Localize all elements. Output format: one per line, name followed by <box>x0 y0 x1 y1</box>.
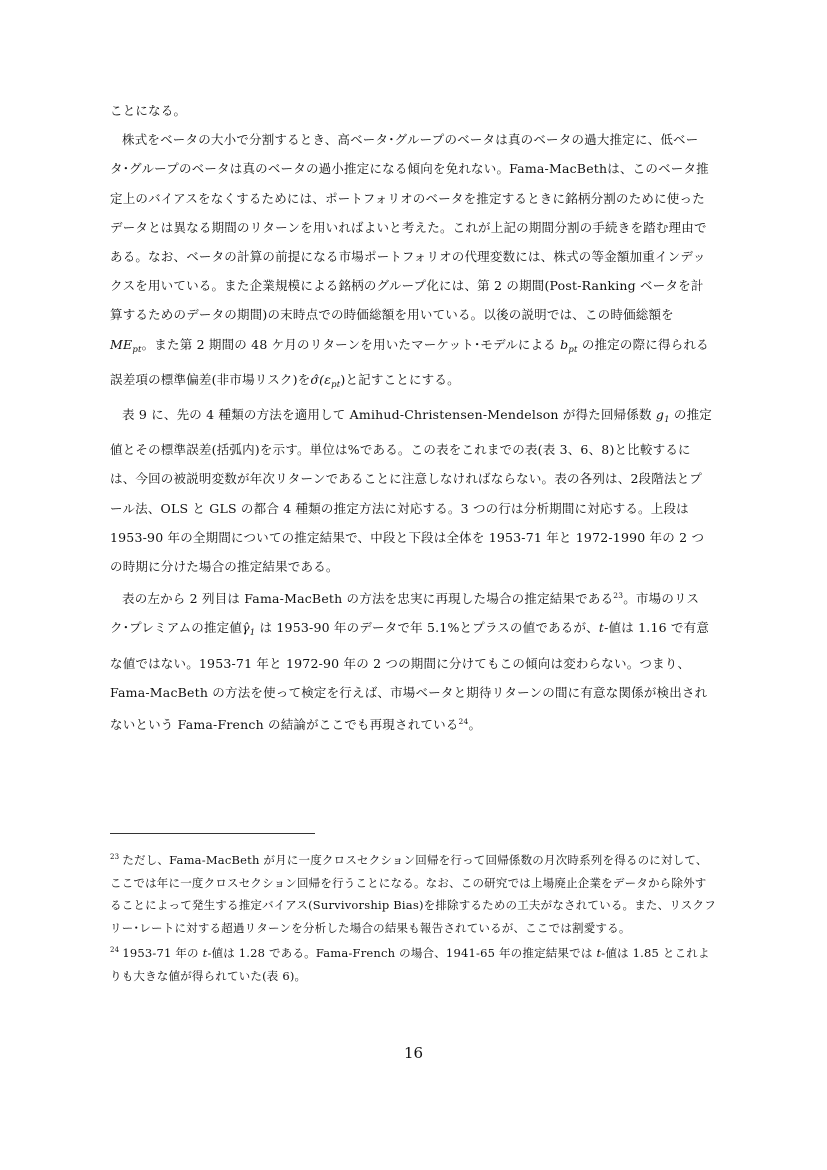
var-me: ME <box>110 336 133 352</box>
var-t: t <box>202 946 208 960</box>
page-number: 16 <box>403 1044 424 1062</box>
footnote-23: $^{23}$ ただし、Fama-MacBeth が月に一度クロスセクション回帰を行って回帰係数の月次時系列を得るのに対して、ここでは年に一度クロスセクション回帰を行うことになる。なお、この研究では上場廃止企業をデータから除外することによって発生する推定バイアス(Survivorship Bias)を排除するための工夫がなされている。また、リスクフリー･レートに対する超過リターンを分析した場合の結果も報告されているが、ここでは割愛する。 <box>110 853 716 935</box>
sub-pt-b: pt <box>568 344 578 355</box>
paragraph-continuation: ことになる。 <box>110 103 187 118</box>
paragraph-table9: 表 9 に、先の 4 種類の方法を適用して Amihud-Christensen-Mendelson が得た回帰係数 $g_1$ の推定値とその標準誤差(括弧内)を示す。単位は%である。この表をこれまでの表(表 3、6、8)と比較するには、今回の被説明変数が年次リターンであることに注意しなければならない。表の各列は、2段階法とプール法、OLS と GLS の都合 4 種類の推定方法に対応する。3 つの行は分析期間に対応する。上段は 1953-90 年の全期間についての推定結果で、中段と下段は全体を 1953-71 年と 1972-1990 年の 2 つの時期に分けた場合の推定結果である。 <box>110 407 713 575</box>
var-g: g <box>655 407 665 423</box>
paragraph-beta-bias: 株式をベータの大小で分割するとき、高ベータ･グループのベータは真のベータの過大推定に、低ベータ･グループのベータは真のベータの過小推定になる傾向を免れない。Fama-MacBethは、このベータ推定上のバイアスをなくするためには、ポートフォリオのベータを推定するときに銘柄分割のために使ったデータとは異なる期間のリターンを用いればよいと考えた。これが上記の期間分割の手続きを踏む理由である。なお、ベータの計算の前提になる市場ポートフォリオの代理変数には、株式の等金額加重インデックスを用いている。また企業規模による銘柄のグループ化には、第 2 の期間(Post-Ranking ベータを計算するためのデータの期間)の末時点での時価総額を用いている。以後の説明では、この時価総額を $ME_{pt}$。また第 2 期間の 48 ケ月のリターンを用いたマーケット･モデルによる $b_{pt}$ の推定の際に得られる誤差項の標準偏差(非市場リスク)を$\sigmâ(\varepsilon_{pt})$と記すことにする。 <box>110 132 709 390</box>
footnote-ref-23[interactable]: 23 <box>613 591 624 601</box>
sub-pt-sigma: pt <box>331 379 341 390</box>
var-t: t <box>596 946 602 960</box>
var-sigma: σ̂(ε <box>310 371 332 387</box>
sub-1-gamma: 1 <box>249 628 256 639</box>
main-text <box>110 96 714 739</box>
footnote-mark: 24 <box>110 946 120 954</box>
var-gamma: γ̂ <box>242 620 250 636</box>
footnote-separator <box>110 833 315 834</box>
footnote-24: $^{24}$ 1953-71 年の t-値は 1.28 である。Fama-French の場合、1941-65 年の推定結果では t-値は 1.85 とこれよりも大きな値が得られていた(表 6)。 <box>110 946 710 983</box>
footnote-mark: 23 <box>110 853 120 861</box>
sub-1-g: 1 <box>664 415 670 426</box>
footnotes <box>110 846 716 987</box>
paragraph-fama-macbeth: 表の左から 2 列目は Fama-MacBeth の方法を忠実に再現した場合の推定結果である$^{23}$。市場のリスク･プレミアムの推定値$\gammâ_1$ は 1953-90 年のデータで年 5.1%とプラスの値であるが、t-値は 1.16 で有意な値ではない。1953-71 年と 1972-90 年の 2 つの期間に分けてもこの傾向は変わらない。つまり、Fama-MacBeth の方法を使って検定を行えば、市場ベータと期待リターンの間に有意な関係が検出されないという Fama-French の結論がここでも再現されている$^{24}$。 <box>110 591 710 733</box>
var-t: t <box>598 620 605 636</box>
sub-pt-me: pt <box>132 344 142 355</box>
var-b: b <box>560 336 569 352</box>
footnote-ref-24[interactable]: 24 <box>458 717 469 727</box>
